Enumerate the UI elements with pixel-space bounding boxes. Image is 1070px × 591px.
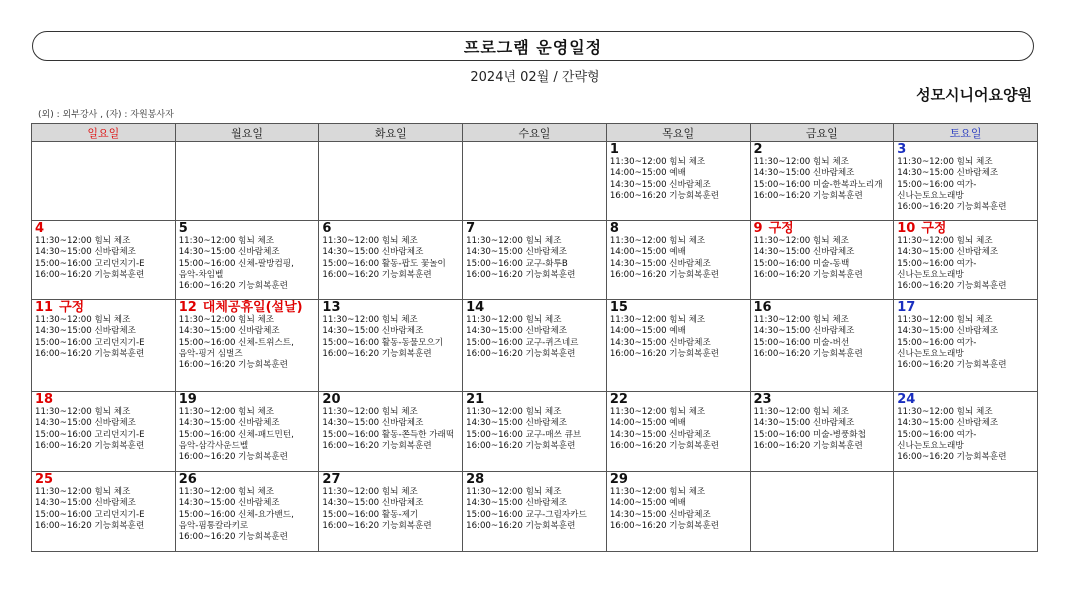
day-number: 3 [897, 142, 907, 157]
schedule-entry: 16:00~16:20 기능회복훈련 [322, 269, 432, 280]
schedule-entry: 15:00~16:00 신체-트위스트, 음악-핑거 심벌즈 [178, 337, 294, 359]
schedule-entry: 15:00~16:00 미술-한복과노리개 [753, 179, 883, 190]
schedule-entry: 11:30~12:00 힘뇌 체조 [897, 157, 993, 167]
day-cell-saturday [894, 300, 1038, 392]
schedule-entry: 16:00~16:20 기능회복훈련 [466, 348, 576, 359]
schedule-entry: 16:00~16:20 기능회복훈련 [897, 360, 1007, 371]
schedule-entry: 15:00~16:00 미술-병풍화첩 [753, 429, 866, 440]
schedule-entry: 15:00~16:00 활동-쫀득한 가래떡 [322, 429, 455, 440]
schedule-entry: 11:30~12:00 힘뇌 체조 [35, 487, 131, 497]
day-number: 9 [753, 221, 763, 236]
day-number: 28 [466, 472, 485, 487]
schedule-entry: 11:30~12:00 힘뇌 체조 [609, 487, 706, 497]
schedule-entry: 16:00~16:20 기능회복훈련 [178, 452, 288, 463]
day-cell-tuesday [319, 300, 463, 392]
day-header [610, 393, 747, 407]
schedule-entry: 16:00~16:20 기능회복훈련 [753, 348, 863, 359]
week-row [32, 392, 1038, 472]
day-header [610, 473, 747, 487]
day-cell-thursday [606, 221, 750, 300]
day-header [897, 222, 1034, 236]
day-cell-wednesday [463, 300, 607, 392]
schedule-entry: 16:00~16:20 기능회복훈련 [466, 269, 576, 280]
day-cell-wednesday [463, 142, 607, 221]
day-header [466, 222, 603, 236]
day-header [35, 222, 172, 236]
schedule-entry: 16:00~16:20 기능회복훈련 [322, 520, 432, 531]
schedule-entry: 11:30~12:00 힘뇌 체조 [35, 315, 131, 325]
schedule-entry: 14:30~15:00 신바람체조 [35, 418, 136, 429]
week-row [32, 221, 1038, 300]
day-header [179, 393, 316, 407]
weekday-friday: 금요일 [750, 124, 894, 142]
day-cell-monday [175, 472, 319, 552]
schedule-entry: 14:00~15:00 예배 [609, 326, 686, 337]
schedule-entry: 14:30~15:00 신바람체조 [178, 326, 280, 337]
day-cell-thursday [606, 472, 750, 552]
schedule-entry: 11:30~12:00 힘뇌 체조 [753, 407, 849, 417]
schedule-entry: 11:30~12:00 힘뇌 체조 [609, 315, 706, 325]
day-cell-saturday [894, 142, 1038, 221]
schedule-entry: 14:30~15:00 신바람체조 [609, 258, 711, 269]
schedule-entry: 15:00~16:00 고리던지기-E [35, 509, 145, 520]
day-header [35, 393, 172, 407]
day-cell-sunday [32, 221, 176, 300]
schedule-entry: 11:30~12:00 힘뇌 체조 [609, 407, 706, 417]
schedule-entry: 14:30~15:00 신바람체조 [178, 247, 280, 258]
weekday-header-row [32, 124, 1038, 142]
day-cell-wednesday [463, 472, 607, 552]
schedule-entry: 14:30~15:00 신바람체조 [753, 247, 855, 258]
schedule-entry: 16:00~16:20 기능회복훈련 [178, 281, 288, 292]
week-row [32, 142, 1038, 221]
week-row [32, 300, 1038, 392]
schedule-entry: 16:00~16:20 기능회복훈련 [35, 520, 145, 531]
schedule-entry: 11:30~12:00 힘뇌 체조 [753, 315, 849, 325]
holiday-note: 대체공휴일(설날) [202, 300, 303, 315]
day-number: 14 [466, 300, 485, 315]
holiday-note: 구정 [768, 221, 794, 236]
schedule-entry: 11:30~12:00 힘뇌 체조 [466, 487, 562, 497]
day-number: 13 [322, 300, 341, 315]
schedule-entry: 11:30~12:00 힘뇌 체조 [609, 157, 706, 167]
day-header [466, 301, 603, 315]
schedule-entry: 11:30~12:00 힘뇌 체조 [322, 236, 418, 246]
schedule-entry: 11:30~12:00 힘뇌 체조 [322, 407, 418, 417]
week-row [32, 472, 1038, 552]
day-number: 12 [178, 300, 197, 315]
schedule-entry: 16:00~16:20 기능회복훈련 [897, 452, 1007, 463]
day-cell-wednesday [463, 221, 607, 300]
day-number: 8 [609, 221, 619, 236]
weekday-monday: 월요일 [175, 124, 319, 142]
schedule-entry: 14:30~15:00 신바람체조 [178, 418, 280, 429]
day-cell-sunday [32, 472, 176, 552]
schedule-entry: 14:30~15:00 신바람체조 [753, 326, 855, 337]
schedule-entry: 11:30~12:00 힘뇌 체조 [897, 236, 993, 246]
schedule-entry: 11:30~12:00 힘뇌 체조 [466, 315, 562, 325]
day-header [322, 393, 459, 407]
schedule-entry: 16:00~16:20 기능회복훈련 [753, 190, 863, 201]
day-number: 16 [753, 300, 772, 315]
day-cell-saturday [894, 221, 1038, 300]
schedule-entry: 16:00~16:20 기능회복훈련 [35, 348, 145, 359]
schedule-entry: 14:30~15:00 신바람체조 [322, 418, 424, 429]
day-header [610, 222, 747, 236]
day-cell-tuesday [319, 142, 463, 221]
schedule-entry: 14:30~15:00 신바람체조 [609, 509, 711, 520]
schedule-entry: 11:30~12:00 힘뇌 체조 [35, 407, 131, 417]
schedule-entry: 16:00~16:20 기능회복훈련 [609, 348, 720, 359]
day-number: 6 [322, 221, 332, 236]
schedule-entry: 16:00~16:20 기능회복훈련 [753, 269, 863, 280]
schedule-entry: 14:30~15:00 신바람체조 [897, 247, 999, 258]
day-header [897, 301, 1034, 315]
schedule-entry: 15:00~16:00 교구-화투B [466, 258, 568, 269]
schedule-entry: 15:00~16:00 여가-신나는토요노래방 [897, 179, 977, 201]
day-header [610, 143, 747, 157]
schedule-entry: 11:30~12:00 힘뇌 체조 [753, 157, 849, 167]
day-header [179, 222, 316, 236]
schedule-entry: 14:30~15:00 신바람체조 [322, 247, 424, 258]
page-subtitle: 2024년 02월 / 간략형 [470, 70, 600, 85]
page-title: 프로그램 운영일정 [32, 31, 1034, 61]
schedule-entry: 14:30~15:00 신바람체조 [35, 498, 136, 509]
day-number: 25 [35, 472, 54, 487]
day-number: 5 [178, 221, 188, 236]
schedule-entry: 14:00~15:00 예배 [609, 498, 686, 509]
schedule-entry: 14:30~15:00 신바람체조 [466, 326, 568, 337]
schedule-entry: 15:00~16:00 신체-요가밴드, 음악-핌통칼라키로 [178, 509, 294, 531]
schedule-entry: 15:00~16:00 신체-팔방컴핑, 음악-차임벨 [178, 258, 294, 280]
schedule-entry: 14:30~15:00 신바람체조 [322, 498, 424, 509]
day-number: 11 [35, 300, 54, 315]
schedule-entry: 16:00~16:20 기능회복훈련 [897, 281, 1007, 292]
weekday-saturday: 토요일 [894, 124, 1038, 142]
schedule-entry: 11:30~12:00 힘뇌 체조 [753, 236, 849, 246]
day-cell-monday [175, 142, 319, 221]
weekday-tuesday: 화요일 [319, 124, 463, 142]
day-header [322, 473, 459, 487]
day-number: 22 [609, 392, 628, 407]
day-header [322, 301, 459, 315]
schedule-entry: 16:00~16:20 기능회복훈련 [322, 440, 432, 451]
day-header [897, 393, 1034, 407]
day-number: 15 [609, 300, 628, 315]
day-cell-saturday [894, 472, 1038, 552]
day-header [466, 393, 603, 407]
schedule-entry: 14:30~15:00 신바람체조 [609, 429, 711, 440]
day-header [322, 222, 459, 236]
day-number: 4 [35, 221, 45, 236]
day-header [754, 222, 891, 236]
day-cell-sunday [32, 142, 176, 221]
schedule-entry: 11:30~12:00 힘뇌 체조 [609, 236, 706, 246]
day-cell-saturday [894, 392, 1038, 472]
day-header [897, 143, 1034, 157]
schedule-entry: 11:30~12:00 힘뇌 체조 [322, 315, 418, 325]
day-number: 21 [466, 392, 485, 407]
schedule-entry: 14:00~15:00 예배 [609, 168, 686, 179]
schedule-entry: 14:30~15:00 신바람체조 [322, 326, 424, 337]
day-header [179, 301, 316, 315]
schedule-entry: 14:00~15:00 예배 [609, 418, 686, 429]
schedule-entry: 14:30~15:00 신바람체조 [609, 337, 711, 348]
holiday-note: 구정 [59, 300, 85, 315]
schedule-entry: 16:00~16:20 기능회복훈련 [609, 190, 720, 201]
day-cell-tuesday [319, 472, 463, 552]
weekday-wednesday: 수요일 [463, 124, 607, 142]
schedule-entry: 15:00~16:00 교구-매쓰 큐브 [466, 429, 582, 440]
schedule-entry: 15:00~16:00 미술-동백 [753, 258, 850, 269]
calendar-table [31, 123, 1038, 552]
schedule-entry: 15:00~16:00 고리던지기-E [35, 258, 145, 269]
day-cell-tuesday [319, 392, 463, 472]
schedule-entry: 16:00~16:20 기능회복훈련 [466, 520, 576, 531]
schedule-entry: 15:00~16:00 활동-제기 [322, 509, 419, 520]
schedule-entry: 14:30~15:00 신바람체조 [466, 418, 568, 429]
day-number: 7 [466, 221, 476, 236]
schedule-entry: 15:00~16:00 여가-신나는토요노래방 [897, 429, 977, 451]
day-number: 1 [609, 142, 619, 157]
schedule-entry: 11:30~12:00 힘뇌 체조 [178, 487, 275, 497]
day-cell-thursday [606, 142, 750, 221]
day-header [35, 473, 172, 487]
weekday-sunday: 일요일 [32, 124, 176, 142]
day-cell-thursday [606, 300, 750, 392]
day-header [610, 301, 747, 315]
day-number: 19 [178, 392, 197, 407]
schedule-entry: 11:30~12:00 힘뇌 체조 [178, 407, 275, 417]
schedule-entry: 14:30~15:00 신바람체조 [466, 498, 568, 509]
day-header [754, 393, 891, 407]
schedule-entry: 14:30~15:00 신바람체조 [897, 326, 999, 337]
schedule-entry: 16:00~16:20 기능회복훈련 [609, 269, 720, 280]
schedule-entry: 14:30~15:00 신바람체조 [178, 498, 280, 509]
day-cell-sunday [32, 392, 176, 472]
day-header [754, 301, 891, 315]
schedule-entry: 11:30~12:00 힘뇌 체조 [178, 236, 275, 246]
schedule-entry: 11:30~12:00 힘뇌 체조 [178, 315, 275, 325]
day-number: 17 [897, 300, 916, 315]
day-number: 29 [609, 472, 628, 487]
day-cell-monday [175, 221, 319, 300]
day-cell-friday [750, 300, 894, 392]
day-number: 10 [897, 221, 916, 236]
schedule-entry: 15:00~16:00 고리던지기-E [35, 429, 145, 440]
day-number: 23 [753, 392, 772, 407]
day-cell-friday [750, 221, 894, 300]
day-number: 27 [322, 472, 341, 487]
schedule-entry: 15:00~16:00 신체-패드민턴, 음악-삼각사운드벨 [178, 429, 294, 451]
schedule-entry: 14:30~15:00 신바람체조 [609, 179, 711, 190]
schedule-entry: 15:00~16:00 여가-신나는토요노래방 [897, 258, 977, 280]
schedule-entry: 11:30~12:00 힘뇌 체조 [466, 236, 562, 246]
schedule-entry: 16:00~16:20 기능회복훈련 [609, 520, 720, 531]
day-header [754, 143, 891, 157]
schedule-entry: 14:30~15:00 신바람체조 [35, 247, 136, 258]
schedule-entry: 15:00~16:00 고리던지기-E [35, 337, 145, 348]
schedule-entry: 16:00~16:20 기능회복훈련 [322, 348, 432, 359]
day-cell-thursday [606, 392, 750, 472]
schedule-entry: 15:00~16:00 여가-신나는토요노래방 [897, 337, 977, 359]
schedule-entry: 14:00~15:00 예배 [609, 247, 686, 258]
day-number: 18 [35, 392, 54, 407]
day-number: 20 [322, 392, 341, 407]
day-number: 24 [897, 392, 916, 407]
schedule-entry: 16:00~16:20 기능회복훈련 [35, 269, 145, 280]
weekday-thursday: 목요일 [606, 124, 750, 142]
day-header [179, 473, 316, 487]
schedule-entry: 16:00~16:20 기능회복훈련 [178, 532, 288, 543]
schedule-entry: 11:30~12:00 힘뇌 체조 [466, 407, 562, 417]
day-cell-friday [750, 472, 894, 552]
holiday-note: 구정 [921, 221, 947, 236]
schedule-entry: 14:30~15:00 신바람체조 [466, 247, 568, 258]
schedule-entry: 16:00~16:20 기능회복훈련 [466, 440, 576, 451]
day-cell-sunday [32, 300, 176, 392]
schedule-entry: 15:00~16:00 교구-퀴즈네르 [466, 337, 579, 348]
day-number: 26 [178, 472, 197, 487]
day-cell-monday [175, 300, 319, 392]
schedule-entry: 16:00~16:20 기능회복훈련 [609, 440, 720, 451]
day-cell-wednesday [463, 392, 607, 472]
day-number: 2 [753, 142, 763, 157]
schedule-entry: 11:30~12:00 힘뇌 체조 [322, 487, 418, 497]
schedule-entry: 16:00~16:20 기능회복훈련 [35, 440, 145, 451]
schedule-entry: 16:00~16:20 기능회복훈련 [753, 440, 863, 451]
schedule-entry: 15:00~16:00 교구-그림자카드 [466, 509, 587, 520]
schedule-entry: 11:30~12:00 힘뇌 체조 [35, 236, 131, 246]
schedule-entry: 15:00~16:00 활동-팝도 꽃놀이 [322, 258, 446, 269]
day-header [466, 473, 603, 487]
schedule-entry: 14:30~15:00 신바람체조 [35, 326, 136, 337]
schedule-entry: 14:30~15:00 신바람체조 [753, 168, 855, 179]
day-cell-monday [175, 392, 319, 472]
day-cell-friday [750, 142, 894, 221]
schedule-entry: 11:30~12:00 힘뇌 체조 [897, 315, 993, 325]
schedule-entry: 14:30~15:00 신바람체조 [897, 168, 999, 179]
legend-note: (외) : 외부강사 , (자) : 자원봉사자 [38, 110, 174, 120]
day-cell-friday [750, 392, 894, 472]
schedule-entry: 14:30~15:00 신바람체조 [753, 418, 855, 429]
schedule-entry: 15:00~16:00 활동-동물모으기 [322, 337, 444, 348]
facility-name: 성모시니어요양원 [916, 86, 1032, 104]
schedule-entry: 16:00~16:20 기능회복훈련 [897, 202, 1007, 213]
schedule-entry: 15:00~16:00 미술-버선 [753, 337, 850, 348]
day-header [35, 301, 172, 315]
schedule-entry: 14:30~15:00 신바람체조 [897, 418, 999, 429]
day-cell-tuesday [319, 221, 463, 300]
schedule-entry: 16:00~16:20 기능회복훈련 [178, 360, 288, 371]
schedule-entry: 11:30~12:00 힘뇌 체조 [897, 407, 993, 417]
